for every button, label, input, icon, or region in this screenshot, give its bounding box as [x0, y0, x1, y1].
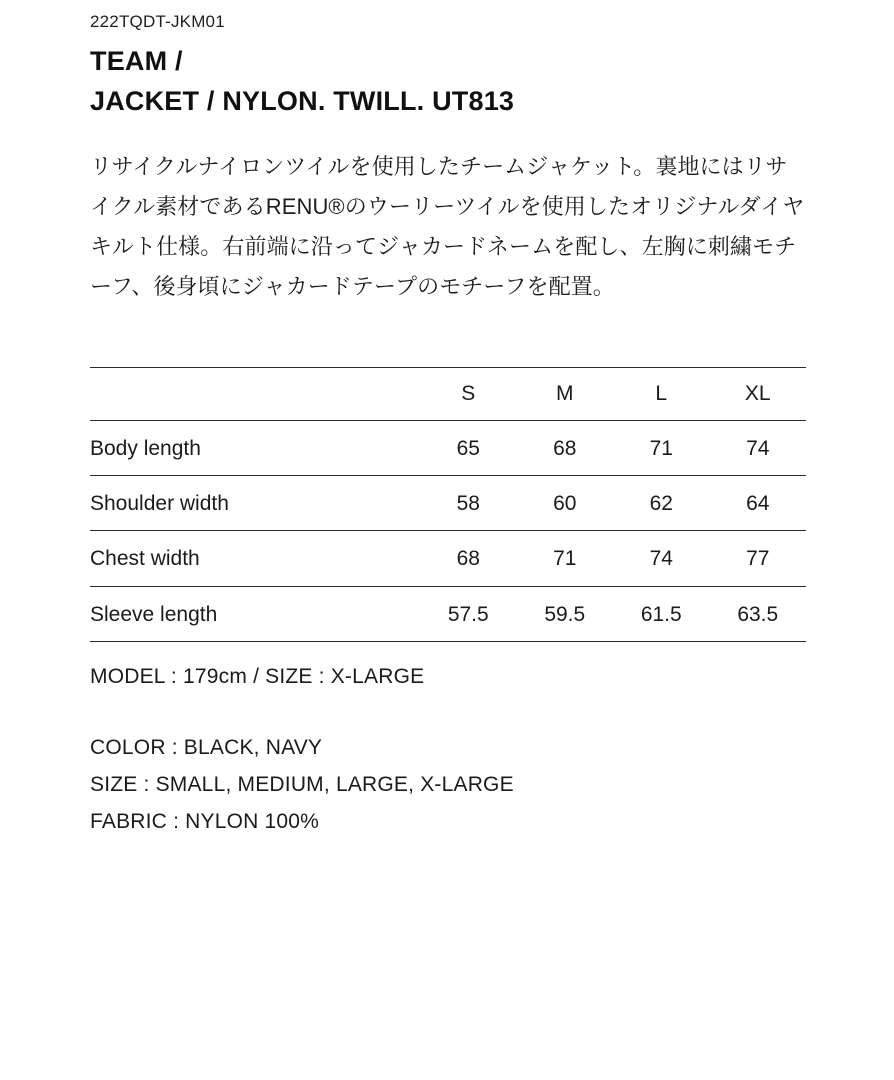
cell-shoulder-width-l: 62	[613, 476, 710, 531]
product-meta	[90, 664, 806, 835]
row-label-chest-width: Chest width	[90, 531, 420, 586]
product-code: 222TQDT-JKM01	[90, 12, 225, 31]
color-info: COLOR : BLACK, NAVY	[90, 735, 323, 759]
size-chart-header-row	[90, 367, 806, 420]
size-chart-body	[90, 420, 806, 641]
model-info: MODEL : 179cm / SIZE : X-LARGE	[90, 664, 425, 688]
table-row	[90, 476, 806, 531]
table-row	[90, 420, 806, 475]
size-chart-head	[90, 367, 806, 420]
cell-body-length-s: 65	[420, 420, 517, 475]
size-chart-col-l: L	[613, 367, 710, 420]
size-chart-col-xl: XL	[710, 367, 807, 420]
cell-sleeve-length-xl: 63.5	[710, 586, 807, 641]
cell-chest-width-s: 68	[420, 531, 517, 586]
cell-body-length-m: 68	[517, 420, 614, 475]
title-line-2: JACKET / NYLON. TWILL. UT813	[90, 85, 515, 116]
fabric-info: FABRIC : NYLON 100%	[90, 810, 320, 834]
cell-chest-width-l: 74	[613, 531, 710, 586]
cell-shoulder-width-m: 60	[517, 476, 614, 531]
table-row	[90, 531, 806, 586]
size-chart-table	[90, 367, 806, 642]
row-label-shoulder-width: Shoulder width	[90, 476, 420, 531]
cell-sleeve-length-l: 61.5	[613, 586, 710, 641]
row-label-sleeve-length: Sleeve length	[90, 586, 420, 641]
size-chart-col-m: M	[517, 367, 614, 420]
cell-shoulder-width-xl: 64	[710, 476, 807, 531]
size-info: SIZE : SMALL, MEDIUM, LARGE, X-LARGE	[90, 773, 514, 797]
cell-chest-width-xl: 77	[710, 531, 807, 586]
cell-sleeve-length-s: 57.5	[420, 586, 517, 641]
title-line-1: TEAM /	[90, 46, 183, 77]
page-title	[90, 42, 806, 120]
cell-chest-width-m: 71	[517, 531, 614, 586]
product-description: リサイクルナイロンツイルを使用したチームジャケット。裏地にはリサイクル素材であるRENU®のウーリーツイルを使用したオリジナルダイヤキルト仕様。右前端に沿ってジャカードネームを配し、左胸に刺繍モチーフ、後身頃にジャカードテープのモチーフを配置。	[90, 153, 805, 299]
cell-sleeve-length-m: 59.5	[517, 586, 614, 641]
table-row	[90, 586, 806, 641]
size-chart-col-s: S	[420, 367, 517, 420]
cell-body-length-xl: 74	[710, 420, 807, 475]
cell-shoulder-width-s: 58	[420, 476, 517, 531]
cell-body-length-l: 71	[613, 420, 710, 475]
row-label-body-length: Body length	[90, 420, 420, 475]
size-chart-corner	[90, 367, 420, 420]
